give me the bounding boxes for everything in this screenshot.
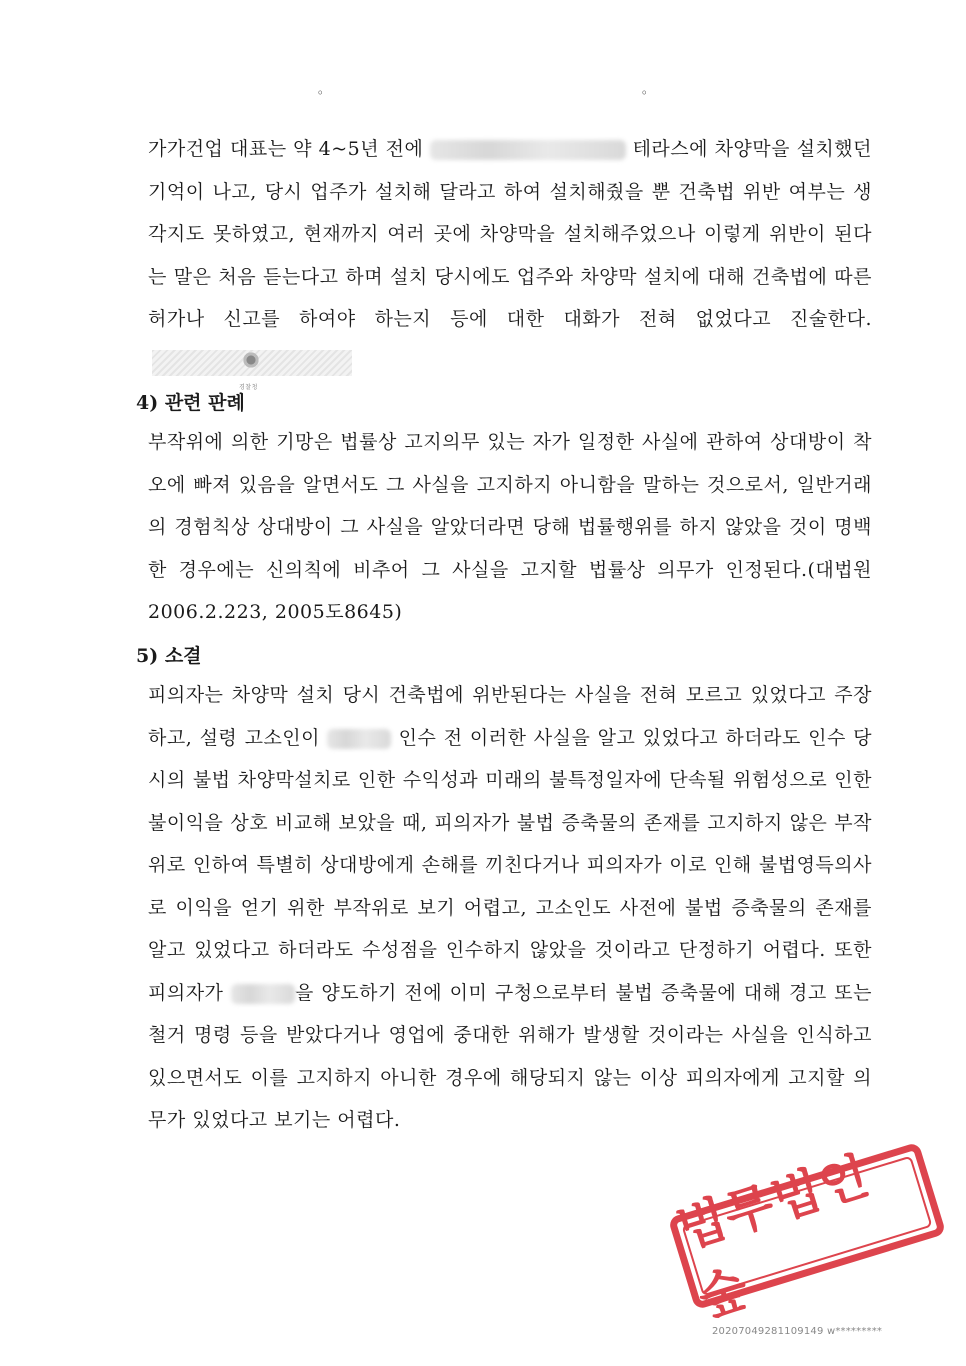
law-firm-stamp: 법무법인 숲 — [668, 1142, 947, 1310]
conclusion-text-middle: 인수 전 이러한 사실을 알고 있었다고 하더라도 인수 당시의 불법 차양막설치로 인한 수익성과 미래의 불특정일자에 단속될 위험성으로 인한 불이익을 상호 비교해 보았을 때, 피의자가 불법 증축물의 존재를 고지하지 않은 부작위로 인하여 특별히 상대방에게 손해를 끼친다거나 피의자가 이로 인해 불법영득의사로 이익을 얻기 위한 부작위로 보기 어렵고, 고소인도 사전에 불법 증축물의 존재를 알고 있었다고 하더라도 수성점을 인수하지 않았을 것이라고 단정하기 어렵다. 또한 피의자가 — [148, 726, 873, 1004]
statement-text-start: 가가건업 대표는 약 4~5년 전에 — [148, 138, 424, 160]
redacted-store-name — [231, 984, 295, 1004]
section-heading-precedent: 4) 관련 판례 — [136, 392, 245, 414]
header-mark-right: 。 — [642, 82, 655, 96]
document-watermark: 20207049281109149 w********* — [712, 1326, 883, 1337]
redacted-name — [327, 729, 391, 749]
police-seal-label: 경찰청 — [239, 383, 258, 391]
conclusion-paragraph — [148, 674, 872, 1142]
conclusion-text-end: 을 양도하기 전에 이미 구청으로부터 불법 증축물에 대해 경고 또는 철거 명령 등을 받았다거나 영업에 중대한 위해가 발생할 것이라는 사실을 인식하고 있으면서도 이를 고지하지 아니한 경우에 해당되지 않는 이상 피의자에게 고지할 의무가 있었다고 보기는 어렵다. — [148, 981, 872, 1131]
statement-text-rest: 테라스에 차양막을 설치했던 기억이 나고, 당시 업주가 설치해 달라고 하여 설치해줬을 뿐 건축법 위반 여부는 생각지도 못하였고, 현재까지 여러 곳에 차양막을 설치해주었으나 이렇게 위반이 된다는 말은 처음 듣는다고 하며 설치 당시에도 업주와 차양막 설치에 대해 건축법에 따른 허가나 신고를 하여야 하는지 등에 대한 대화가 전혀 없었다고 진술한다. — [148, 138, 872, 330]
precedent-paragraph: 부작위에 의한 기망은 법률상 고지의무 있는 자가 일정한 사실에 관하여 상대방이 착오에 빠져 있음을 알면서도 그 사실을 고지하지 아니함을 말하는 것으로서, 일반거래의 경험칙상 상대방이 그 사실을 알았더라면 당해 법률행위를 하지 않았을 것이 명백한 경우에는 신의칙에 비추어 그 사실을 고지할 법률상 의무가 인정된다.(대법원 2006.2.223, 2005도8645) — [148, 431, 872, 623]
section-heading-conclusion: 5) 소결 — [136, 645, 202, 667]
police-seal-strip — [152, 350, 352, 391]
header-mark-left: 。 — [318, 82, 331, 96]
redacted-address — [430, 140, 626, 160]
statement-paragraph — [148, 128, 872, 391]
conclusion-text-start: 피의자는 차양막 설치 당시 건축법에 위반된다는 사실을 전혀 모르고 있었다고 주장하고, 설령 고소인이 — [148, 684, 872, 749]
